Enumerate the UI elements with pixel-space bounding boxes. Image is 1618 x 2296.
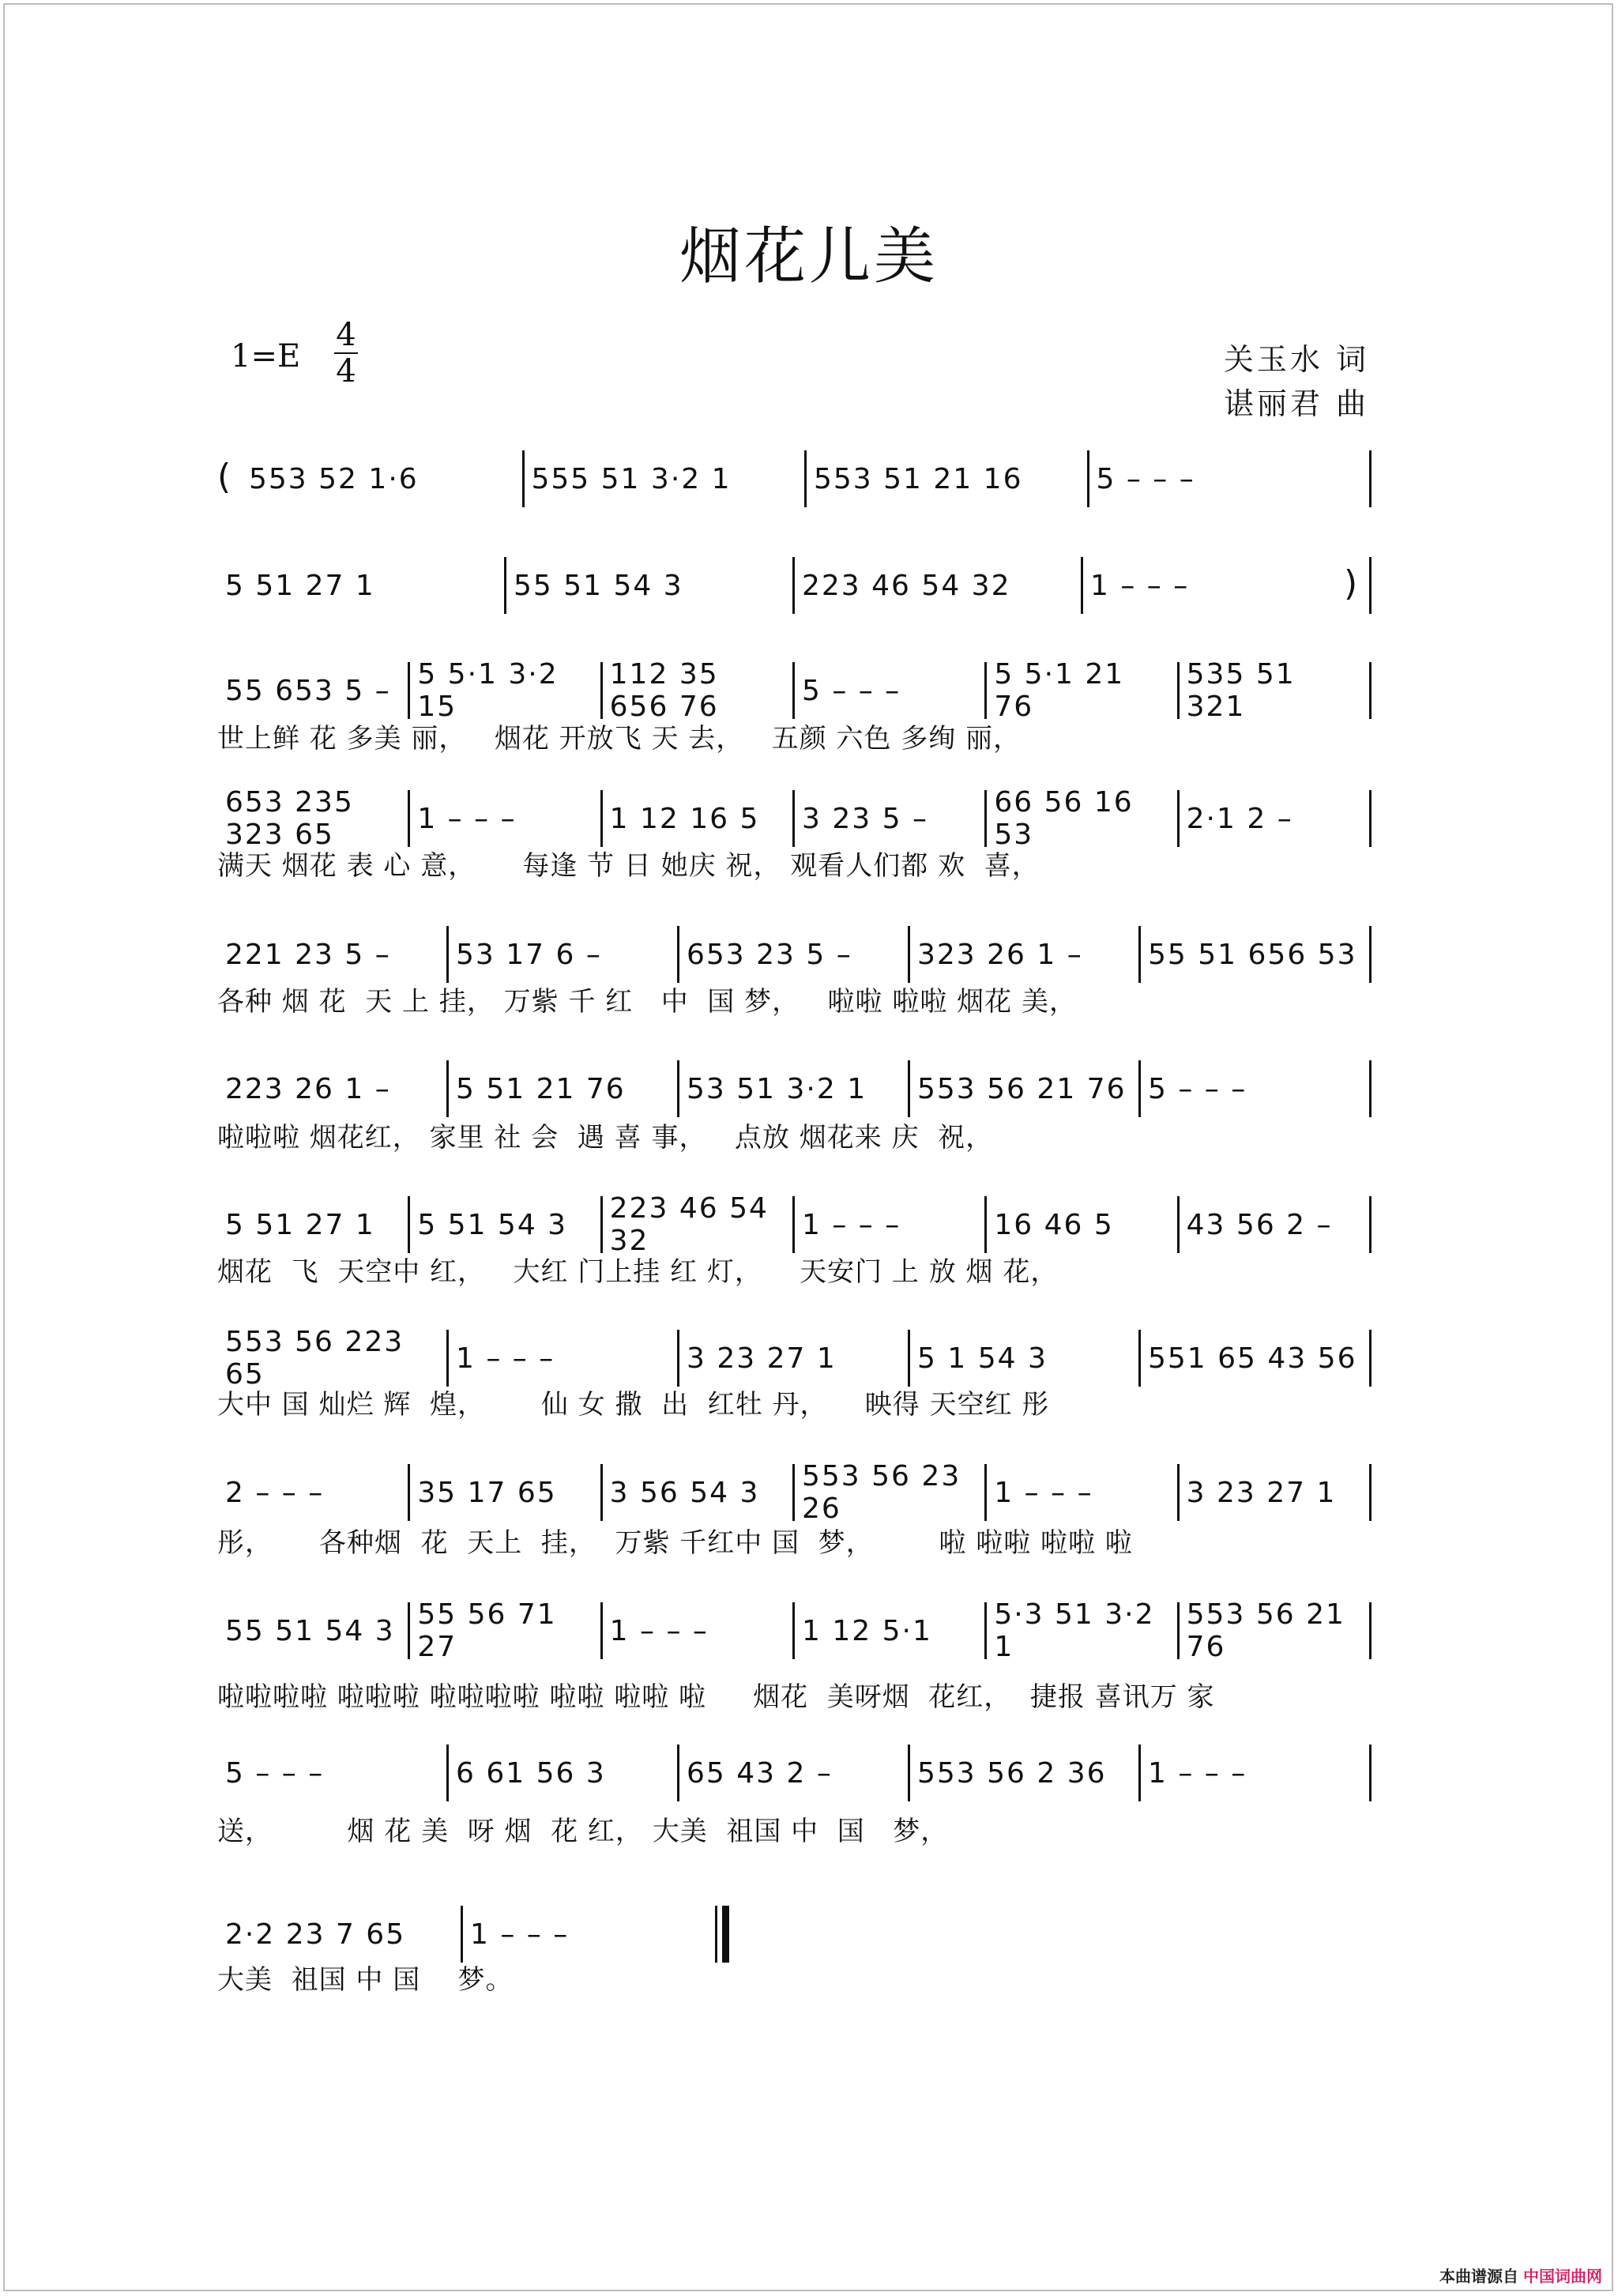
score-system <box>217 1060 1379 1117</box>
measure: 5·3 51 3·2 1 <box>994 1598 1155 1663</box>
score-system <box>217 1460 1379 1525</box>
final-barline-thin <box>715 1906 717 1963</box>
measure: 553 51 21 16 <box>814 462 1023 495</box>
measure: 3 23 27 1 <box>687 1342 837 1375</box>
measure: 35 17 65 <box>417 1476 557 1509</box>
score-system <box>217 1326 1379 1391</box>
measure: 553 56 21 76 <box>1186 1598 1345 1663</box>
measure: 65 43 2 – <box>687 1756 833 1790</box>
score-system <box>217 1192 1379 1257</box>
measure: 55 653 5 – <box>225 674 391 707</box>
measure: 16 46 5 <box>994 1208 1114 1241</box>
measure: 223 46 54 32 <box>609 1192 769 1257</box>
measure: 112 35 656 76 <box>609 658 719 723</box>
time-signature <box>330 318 362 389</box>
measure: 2·2 23 7 65 <box>225 1918 406 1951</box>
lyric-line: 满天 烟花 表 心 意， 每逢 节 日 她庆 祝， 观看人们都 欢 喜， <box>217 850 1040 882</box>
measure: 53 51 3·2 1 <box>687 1072 867 1105</box>
measure: 551 65 43 56 <box>1148 1342 1357 1375</box>
measure: 1 – – – <box>456 1342 555 1375</box>
measure: 653 235 323 65 <box>225 786 354 851</box>
lyric-line: 送， 烟 花 美 呀 烟 花 红， 大美 祖国 中 国 梦， <box>217 1816 949 1847</box>
measure: 1 12 16 5 <box>609 802 760 835</box>
song-title: 烟花儿美 <box>679 221 939 292</box>
measure: 55 56 71 27 <box>417 1598 557 1663</box>
measure: 53 17 6 – <box>456 938 602 971</box>
measure: 55 51 656 53 <box>1148 938 1357 971</box>
barline <box>1369 662 1372 719</box>
measure: 55 51 54 3 <box>225 1614 395 1647</box>
measure: 2·1 2 – <box>1186 802 1293 835</box>
measure: 221 23 5 – <box>225 938 391 971</box>
barline <box>1369 1602 1372 1659</box>
meter-bottom: 4 <box>336 353 356 390</box>
measure: 1 – – – <box>417 802 517 835</box>
repeat-open-paren: ( <box>217 457 231 497</box>
measure: 553 56 2 36 <box>917 1756 1107 1790</box>
measure: 3 56 54 3 <box>609 1476 760 1509</box>
meter-top: 4 <box>336 317 356 353</box>
barline <box>1369 1464 1372 1521</box>
measure: 5 – – – <box>225 1756 325 1790</box>
barline <box>1369 557 1372 614</box>
measure: 6 61 56 3 <box>456 1756 606 1790</box>
measure: 66 56 16 53 <box>994 786 1134 851</box>
score-system <box>217 1598 1379 1663</box>
repeat-close-paren: ) <box>1344 563 1358 604</box>
measure: 555 51 3·2 1 <box>531 462 732 495</box>
barline <box>1369 1196 1372 1253</box>
score-system <box>217 1745 1379 1801</box>
measure: 1 – – – <box>470 1918 570 1951</box>
measure: 1 – – – <box>609 1614 709 1647</box>
measure: 3 23 27 1 <box>1186 1476 1337 1509</box>
measure: 535 51 321 <box>1186 658 1296 723</box>
measure: 5 – – – <box>802 674 901 707</box>
key-signature: 1=E <box>231 338 301 375</box>
barline <box>1369 1745 1372 1801</box>
measure: 1 – – – <box>1148 1756 1247 1790</box>
measure: 5 51 21 76 <box>456 1072 626 1105</box>
measure: 323 26 1 – <box>917 938 1083 971</box>
measure: 1 – – – <box>994 1476 1093 1509</box>
lyric-line: 啦啦啦 烟花红， 家里 社 会 遇 喜 事， 点放 烟花来 庆 祝， <box>217 1122 994 1154</box>
measure: 5 5·1 21 76 <box>994 658 1125 723</box>
barline <box>1369 1060 1372 1117</box>
measure: 5 – – – <box>1096 462 1195 495</box>
score-system <box>217 658 1379 723</box>
score-system <box>217 557 1379 614</box>
score-system <box>217 786 1379 851</box>
measure: 553 56 23 26 <box>802 1460 961 1525</box>
measure: 553 56 21 76 <box>917 1072 1127 1105</box>
measure: 2 – – – <box>225 1476 325 1509</box>
barline <box>1369 1330 1372 1387</box>
measure: 5 1 54 3 <box>917 1342 1048 1375</box>
barline <box>1369 790 1372 847</box>
measure: 55 51 54 3 <box>514 569 683 602</box>
measure: 223 26 1 – <box>225 1072 391 1105</box>
barline <box>1369 926 1372 983</box>
lyric-line: 大中 国 灿烂 辉 煌， 仙 女 撒 出 红牡 丹， 映得 天空红 彤 <box>217 1389 1050 1421</box>
score-system <box>217 450 1379 507</box>
measure: 1 12 5·1 <box>802 1614 932 1647</box>
source-watermark <box>1439 2264 1602 2287</box>
measure: 1 – – – <box>802 1208 901 1241</box>
lyricist-credit: 关玉水 词 <box>1223 342 1369 377</box>
measure: 553 56 223 65 <box>225 1326 404 1391</box>
lyric-line: 大美 祖国 中 国 梦。 <box>217 1964 514 1996</box>
measure: 653 23 5 – <box>687 938 852 971</box>
measure: 5 51 27 1 <box>225 569 375 602</box>
score-system <box>217 926 1379 983</box>
barline <box>1369 450 1372 507</box>
watermark-source: 本曲谱源自 <box>1439 2267 1518 2286</box>
lyric-line: 彤， 各种烟 花 天上 挂， 万紫 千红中 国 梦， 啦 啦啦 啦啦 啦 <box>217 1527 1133 1559</box>
measure: 5 51 54 3 <box>417 1208 568 1241</box>
score-system <box>217 1906 1379 1963</box>
measure: 223 46 54 32 <box>802 569 1011 602</box>
measure: 1 – – – <box>1090 569 1190 602</box>
watermark-site: 中国词曲网 <box>1523 2267 1602 2286</box>
lyric-line: 烟花 飞 天空中 红， 大红 门上挂 红 灯， 天安门 上 放 烟 花， <box>217 1256 1059 1288</box>
measure: 43 56 2 – <box>1186 1208 1333 1241</box>
composer-credit: 谌丽君 曲 <box>1223 386 1369 421</box>
measure: 5 – – – <box>1148 1072 1247 1105</box>
lyric-line: 各种 烟 花 天 上 挂， 万紫 千 红 中 国 梦， 啦啦 啦啦 烟花 美， <box>217 986 1077 1018</box>
measure: 3 23 5 – <box>802 802 928 835</box>
final-barline-thick <box>722 1906 729 1963</box>
lyric-line: 世上鲜 花 多美 丽， 烟花 开放飞 天 去， 五颜 六色 多绚 丽， <box>217 723 1022 755</box>
measure: 5 5·1 3·2 15 <box>417 658 559 723</box>
measure: 5 51 27 1 <box>225 1208 375 1241</box>
measure: 553 52 1·6 <box>249 462 419 495</box>
lyric-line: 啦啦啦啦 啦啦啦 啦啦啦啦 啦啦 啦啦 啦 烟花 美呀烟 花红， 捷报 喜讯万 家 <box>217 1681 1215 1713</box>
